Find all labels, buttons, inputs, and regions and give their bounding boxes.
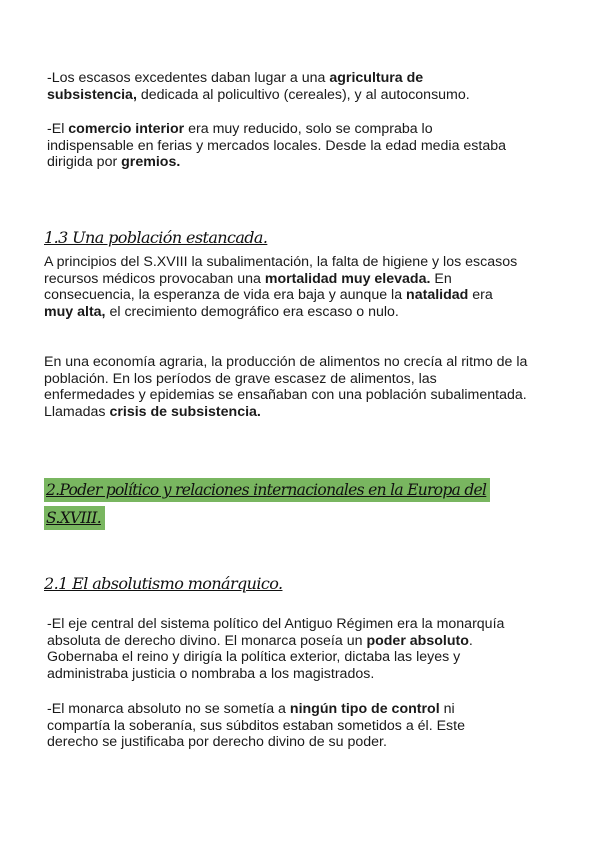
paragraph-absolute-monarchy [44,616,527,682]
bold-term: muy alta, [44,303,106,320]
text: ni compartía la soberanía, sus súbditos estaban sometidos a él. Este derecho se justificaba por derecho divino de su poder. [47,701,465,750]
text: -Los escasos excedentes daban lugar a una [47,70,330,86]
paragraph-agrarian-economy [44,354,529,420]
bold-term: agricultura de subsistencia, [47,70,424,103]
section-heading-1-3: 1.3 Una población estancada. [44,228,268,247]
section-heading-2 [44,478,490,530]
text: En consecuencia, la esperanza de vida era baja y aunque la [44,270,452,303]
text: el crecimiento demográfico era escaso o nulo. [105,303,399,320]
text: -El [47,121,69,137]
text: dedicada al policultivo (cereales), y al autoconsumo. [136,86,470,103]
text: era [468,287,493,303]
section-heading-2-1: 2.1 El absolutismo monárquico. [44,574,283,593]
bold-term: crisis de subsistencia. [109,403,261,420]
bold-term: natalidad [406,287,469,303]
paragraph-no-control [44,701,512,751]
paragraph-internal-trade [44,121,507,171]
text: A principios del S.XVIII la subalimentación, la falta de higiene y los escasos recursos médicos provocaban una [44,254,518,287]
text: era muy reducido, solo se compraba lo indispensable en ferias y mercados locales. Desde la edad media estaba dirigida por [47,121,507,170]
text: -El monarca absoluto no se sometía a [47,701,290,717]
bold-term: poder absoluto [366,632,469,649]
bold-term: ningún tipo de control [289,701,440,717]
section-heading-2-line-2: S.XVIII. [44,506,105,530]
paragraph-population [44,254,524,320]
text: . Gobernaba el reino y dirigía la política exterior, dictaba las leyes y administraba justicia o nombraba a los magistrados. [47,632,473,682]
section-heading-2-line-1: 2.Poder político y relaciones internacionales en la Europa del [44,478,490,502]
text: En una economía agraria, la producción de alimentos no crecía al ritmo de la población. En los períodos de grave escasez de alimentos, las enfermedades y epidemias se ensañaban con una población subalimentada. Llamadas [44,354,528,420]
text: -El eje central del sistema político del Antiguo Régimen era la monarquía absoluta de derecho divino. El monarca poseía un [47,616,505,649]
bold-term: mortalidad muy elevada. [264,270,431,287]
bold-term: gremios. [121,154,181,170]
bold-term: comercio interior [68,121,185,137]
paragraph-subsistence-agriculture [44,70,517,103]
